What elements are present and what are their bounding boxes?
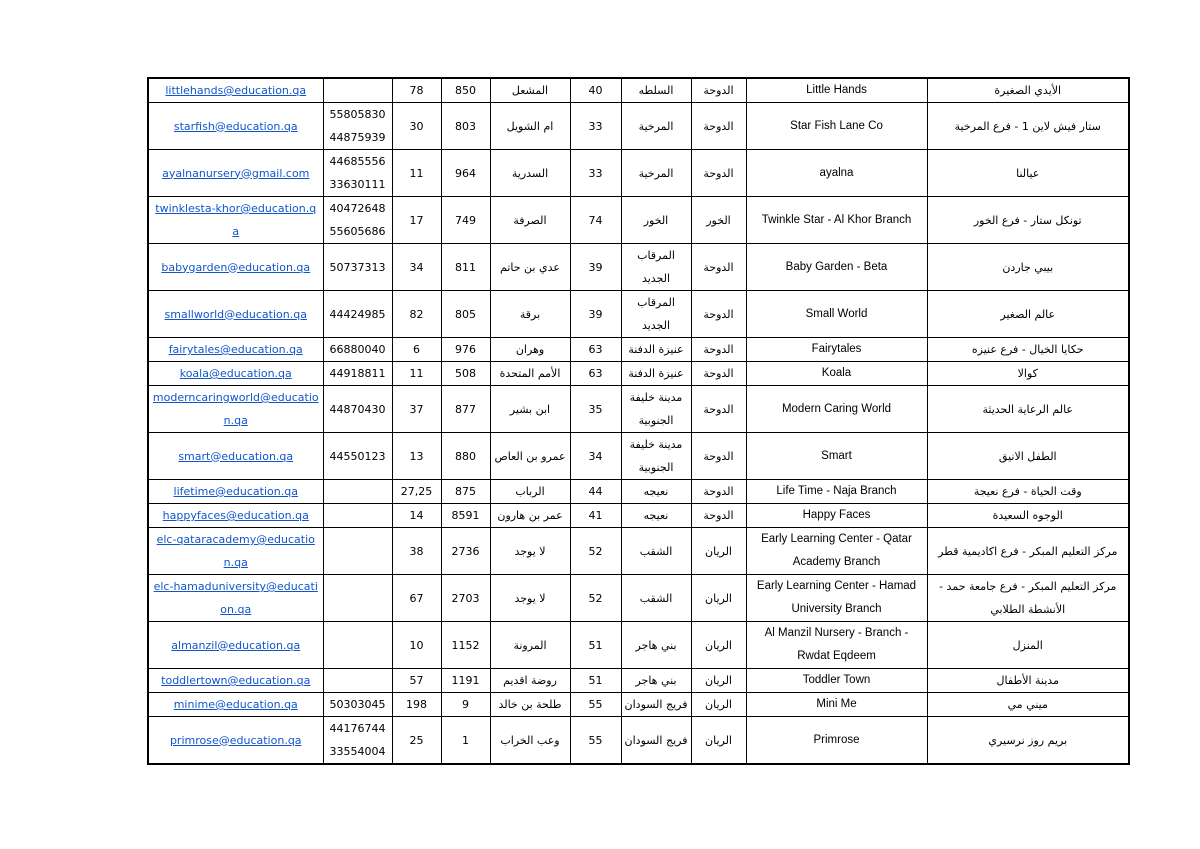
table-row bbox=[148, 338, 1129, 362]
area-cell: الشقب bbox=[621, 528, 691, 575]
city-cell: الدوحة bbox=[691, 150, 746, 197]
name-arabic-cell: عالم الصغير bbox=[927, 291, 1129, 338]
street-number-cell: 1191 bbox=[441, 669, 490, 693]
city-cell: الخور bbox=[691, 197, 746, 244]
street-name-cell: عدي بن حاتم bbox=[490, 244, 570, 291]
street-number-cell: 976 bbox=[441, 338, 490, 362]
phone-number: 33630111 bbox=[329, 178, 386, 191]
phone-number: 44870430 bbox=[329, 402, 386, 416]
phone-number: 44918811 bbox=[329, 367, 386, 380]
table-row bbox=[148, 244, 1129, 291]
phone-cell bbox=[323, 480, 392, 504]
name-english-cell: Koala bbox=[746, 362, 927, 386]
name-arabic-cell: حكايا الخيال - فرع عنيزه bbox=[927, 338, 1129, 362]
name-english-cell: Star Fish Lane Co bbox=[746, 103, 927, 150]
street-name-cell: وعب الخراب bbox=[490, 717, 570, 765]
email-cell bbox=[148, 338, 323, 362]
table-row bbox=[148, 480, 1129, 504]
street-name-cell: روضة اقديم bbox=[490, 669, 570, 693]
area-cell: المرخية bbox=[621, 103, 691, 150]
email-cell bbox=[148, 575, 323, 622]
area-cell: الشقب bbox=[621, 575, 691, 622]
table-row bbox=[148, 291, 1129, 338]
street-name-cell: الأمم المتحدة bbox=[490, 362, 570, 386]
table-row bbox=[148, 622, 1129, 669]
table-row bbox=[148, 150, 1129, 197]
area-cell: الخور bbox=[621, 197, 691, 244]
building-number-cell: 30 bbox=[392, 103, 441, 150]
phone-number: 40472648 bbox=[329, 202, 386, 215]
city-cell: الدوحة bbox=[691, 504, 746, 528]
email-cell bbox=[148, 291, 323, 338]
email-cell bbox=[148, 433, 323, 480]
building-number-cell: 25 bbox=[392, 717, 441, 765]
table-row bbox=[148, 103, 1129, 150]
area-cell: المرخية bbox=[621, 150, 691, 197]
area-cell: المرقاب الجديد bbox=[621, 291, 691, 338]
phone-number: 50737313 bbox=[329, 260, 386, 274]
name-arabic-cell: ستار فيش لاين 1 - فرع المرخية bbox=[927, 103, 1129, 150]
email-link[interactable]: toddlertown@education.qa bbox=[161, 674, 311, 687]
phone-cell bbox=[323, 717, 392, 765]
street-name-cell: الصرفة bbox=[490, 197, 570, 244]
email-link[interactable]: fairytales@education.qa bbox=[168, 343, 303, 356]
zone-number-cell: 55 bbox=[570, 693, 621, 717]
street-number-cell: 850 bbox=[441, 78, 490, 103]
table-row bbox=[148, 693, 1129, 717]
phone-cell bbox=[323, 103, 392, 150]
building-number-cell: 67 bbox=[392, 575, 441, 622]
city-cell: الريان bbox=[691, 575, 746, 622]
street-number-cell: 803 bbox=[441, 103, 490, 150]
street-number-cell: 749 bbox=[441, 197, 490, 244]
street-number-cell: 880 bbox=[441, 433, 490, 480]
table-row bbox=[148, 197, 1129, 244]
email-link[interactable]: littlehands@education.qa bbox=[165, 84, 307, 97]
zone-number-cell: 33 bbox=[570, 103, 621, 150]
zone-number-cell: 55 bbox=[570, 717, 621, 765]
email-cell bbox=[148, 622, 323, 669]
zone-number-cell: 35 bbox=[570, 386, 621, 433]
zone-number-cell: 39 bbox=[570, 244, 621, 291]
area-cell: مدينة خليفة الجنوبية bbox=[621, 433, 691, 480]
building-number-cell: 27,25 bbox=[392, 480, 441, 504]
city-cell: الريان bbox=[691, 717, 746, 765]
area-cell: عنيزة الدفنة bbox=[621, 362, 691, 386]
street-name-cell: السدرية bbox=[490, 150, 570, 197]
table-row bbox=[148, 386, 1129, 433]
building-number-cell: 11 bbox=[392, 150, 441, 197]
email-cell bbox=[148, 197, 323, 244]
street-number-cell: 1 bbox=[441, 717, 490, 765]
zone-number-cell: 51 bbox=[570, 622, 621, 669]
name-arabic-cell: ميني مي bbox=[927, 693, 1129, 717]
zone-number-cell: 51 bbox=[570, 669, 621, 693]
street-name-cell: لا يوجد bbox=[490, 575, 570, 622]
phone-number: 55805830 bbox=[329, 108, 386, 121]
building-number-cell: 17 bbox=[392, 197, 441, 244]
name-arabic-cell: مركز التعليم المبكر - فرع اكاديمية قطر bbox=[927, 528, 1129, 575]
email-link[interactable]: happyfaces@education.qa bbox=[162, 509, 309, 522]
street-name-cell: المرونة bbox=[490, 622, 570, 669]
name-arabic-cell: الطفل الانيق bbox=[927, 433, 1129, 480]
name-english-cell: Life Time - Naja Branch bbox=[746, 480, 927, 504]
street-name-cell: لا يوجد bbox=[490, 528, 570, 575]
zone-number-cell: 39 bbox=[570, 291, 621, 338]
street-name-cell: برقة bbox=[490, 291, 570, 338]
email-link[interactable]: smallworld@education.qa bbox=[164, 307, 307, 321]
zone-number-cell: 44 bbox=[570, 480, 621, 504]
email-cell bbox=[148, 693, 323, 717]
street-number-cell: 8591 bbox=[441, 504, 490, 528]
street-name-cell: طلحة بن خالد bbox=[490, 693, 570, 717]
phone-cell bbox=[323, 338, 392, 362]
name-arabic-cell: عالم الرعاية الحديثة bbox=[927, 386, 1129, 433]
email-cell bbox=[148, 78, 323, 103]
name-english-cell: Smart bbox=[746, 433, 927, 480]
name-english-cell: Fairytales bbox=[746, 338, 927, 362]
name-english-cell: Primrose bbox=[746, 717, 927, 765]
phone-number: 55605686 bbox=[329, 225, 386, 238]
street-name-cell: المشعل bbox=[490, 78, 570, 103]
phone-number: 44875939 bbox=[329, 131, 386, 144]
street-name-cell: عمر بن هارون bbox=[490, 504, 570, 528]
name-english-cell: Small World bbox=[746, 291, 927, 338]
name-arabic-cell: مركز التعليم المبكر - فرع جامعة حمد - الأنشطة الطلابي bbox=[927, 575, 1129, 622]
city-cell: الدوحة bbox=[691, 338, 746, 362]
email-link[interactable]: elc-hamaduniversity@education.qa bbox=[153, 580, 318, 616]
city-cell: الريان bbox=[691, 528, 746, 575]
name-arabic-cell: وقت الحياة - فرع نعيجة bbox=[927, 480, 1129, 504]
city-cell: الريان bbox=[691, 669, 746, 693]
street-number-cell: 805 bbox=[441, 291, 490, 338]
phone-cell bbox=[323, 386, 392, 433]
email-link[interactable]: twinklesta-khor@education.qa bbox=[155, 202, 317, 238]
city-cell: الدوحة bbox=[691, 433, 746, 480]
name-arabic-cell: الأيدي الصغيرة bbox=[927, 78, 1129, 103]
city-cell: الدوحة bbox=[691, 362, 746, 386]
phone-number: 44424985 bbox=[329, 307, 386, 321]
phone-cell bbox=[323, 78, 392, 103]
area-cell: بني هاجر bbox=[621, 622, 691, 669]
phone-cell bbox=[323, 433, 392, 480]
table-row bbox=[148, 362, 1129, 386]
name-arabic-cell: تونكل ستار - فرع الخور bbox=[927, 197, 1129, 244]
email-link[interactable]: smart@education.qa bbox=[178, 449, 294, 463]
name-english-cell: Little Hands bbox=[746, 78, 927, 103]
name-english-cell: Modern Caring World bbox=[746, 386, 927, 433]
email-cell bbox=[148, 504, 323, 528]
phone-cell bbox=[323, 504, 392, 528]
city-cell: الدوحة bbox=[691, 244, 746, 291]
building-number-cell: 10 bbox=[392, 622, 441, 669]
phone-number: 44685556 bbox=[329, 155, 386, 168]
email-link[interactable]: babygarden@education.qa bbox=[161, 260, 311, 274]
email-cell bbox=[148, 386, 323, 433]
name-english-cell: Toddler Town bbox=[746, 669, 927, 693]
building-number-cell: 82 bbox=[392, 291, 441, 338]
area-cell: فريج السودان bbox=[621, 693, 691, 717]
name-arabic-cell: المنزل bbox=[927, 622, 1129, 669]
nursery-table bbox=[147, 77, 1130, 765]
building-number-cell: 11 bbox=[392, 362, 441, 386]
area-cell: المرقاب الجديد bbox=[621, 244, 691, 291]
building-number-cell: 13 bbox=[392, 433, 441, 480]
email-link[interactable]: ayalnanursery@gmail.com bbox=[162, 166, 310, 180]
zone-number-cell: 40 bbox=[570, 78, 621, 103]
email-cell bbox=[148, 528, 323, 575]
table-row bbox=[148, 669, 1129, 693]
zone-number-cell: 63 bbox=[570, 338, 621, 362]
city-cell: الريان bbox=[691, 622, 746, 669]
name-english-cell: Mini Me bbox=[746, 693, 927, 717]
email-link[interactable]: starfish@education.qa bbox=[173, 119, 298, 133]
phone-cell bbox=[323, 244, 392, 291]
zone-number-cell: 34 bbox=[570, 433, 621, 480]
name-arabic-cell: بيبي جاردن bbox=[927, 244, 1129, 291]
table-row bbox=[148, 528, 1129, 575]
building-number-cell: 57 bbox=[392, 669, 441, 693]
building-number-cell: 38 bbox=[392, 528, 441, 575]
email-cell bbox=[148, 244, 323, 291]
city-cell: الدوحة bbox=[691, 291, 746, 338]
city-cell: الدوحة bbox=[691, 78, 746, 103]
area-cell: نعيجه bbox=[621, 480, 691, 504]
building-number-cell: 78 bbox=[392, 78, 441, 103]
name-english-cell: Baby Garden - Beta bbox=[746, 244, 927, 291]
email-link[interactable]: moderncaringworld@education.qa bbox=[152, 391, 319, 427]
zone-number-cell: 52 bbox=[570, 575, 621, 622]
street-name-cell: وهران bbox=[490, 338, 570, 362]
street-number-cell: 875 bbox=[441, 480, 490, 504]
area-cell: السلطه bbox=[621, 78, 691, 103]
name-arabic-cell: كوالا bbox=[927, 362, 1129, 386]
table-row bbox=[148, 433, 1129, 480]
street-name-cell: الرباب bbox=[490, 480, 570, 504]
name-arabic-cell: مدينة الأطفال bbox=[927, 669, 1129, 693]
email-cell bbox=[148, 103, 323, 150]
phone-number: 44176744 bbox=[329, 722, 386, 735]
table-row bbox=[148, 575, 1129, 622]
street-number-cell: 811 bbox=[441, 244, 490, 291]
street-number-cell: 2736 bbox=[441, 528, 490, 575]
phone-cell bbox=[323, 150, 392, 197]
table-row bbox=[148, 504, 1129, 528]
name-english-cell: Twinkle Star - Al Khor Branch bbox=[746, 197, 927, 244]
city-cell: الريان bbox=[691, 693, 746, 717]
table-row bbox=[148, 717, 1129, 765]
phone-number: 66880040 bbox=[329, 343, 386, 356]
name-arabic-cell: الوجوه السعيدة bbox=[927, 504, 1129, 528]
phone-cell bbox=[323, 669, 392, 693]
name-arabic-cell: عيالنا bbox=[927, 150, 1129, 197]
email-link[interactable]: minime@education.qa bbox=[173, 698, 298, 711]
phone-cell bbox=[323, 693, 392, 717]
phone-number: 44550123 bbox=[329, 449, 386, 463]
zone-number-cell: 52 bbox=[570, 528, 621, 575]
building-number-cell: 37 bbox=[392, 386, 441, 433]
street-number-cell: 877 bbox=[441, 386, 490, 433]
area-cell: عنيزة الدفنة bbox=[621, 338, 691, 362]
email-cell bbox=[148, 150, 323, 197]
name-english-cell: Al Manzil Nursery - Branch - Rwdat Eqdeem bbox=[746, 622, 927, 669]
zone-number-cell: 74 bbox=[570, 197, 621, 244]
nursery-table-body bbox=[148, 78, 1129, 764]
zone-number-cell: 63 bbox=[570, 362, 621, 386]
street-name-cell: ام الشويل bbox=[490, 103, 570, 150]
building-number-cell: 6 bbox=[392, 338, 441, 362]
zone-number-cell: 41 bbox=[570, 504, 621, 528]
phone-cell bbox=[323, 575, 392, 622]
email-link[interactable]: almanzil@education.qa bbox=[171, 638, 301, 652]
street-number-cell: 1152 bbox=[441, 622, 490, 669]
area-cell: مدينة خليفة الجنوبية bbox=[621, 386, 691, 433]
email-cell bbox=[148, 362, 323, 386]
city-cell: الدوحة bbox=[691, 103, 746, 150]
phone-number: 33554004 bbox=[329, 745, 386, 758]
phone-cell bbox=[323, 622, 392, 669]
table-row bbox=[148, 78, 1129, 103]
street-number-cell: 508 bbox=[441, 362, 490, 386]
email-cell bbox=[148, 480, 323, 504]
street-number-cell: 964 bbox=[441, 150, 490, 197]
street-name-cell: عمرو بن العاص bbox=[490, 433, 570, 480]
area-cell: بني هاجر bbox=[621, 669, 691, 693]
zone-number-cell: 33 bbox=[570, 150, 621, 197]
name-arabic-cell: بريم روز نرسيري bbox=[927, 717, 1129, 765]
email-link[interactable]: koala@education.qa bbox=[179, 367, 292, 380]
email-link[interactable]: lifetime@education.qa bbox=[173, 485, 298, 498]
street-number-cell: 9 bbox=[441, 693, 490, 717]
phone-cell bbox=[323, 362, 392, 386]
email-cell bbox=[148, 669, 323, 693]
name-english-cell: Happy Faces bbox=[746, 504, 927, 528]
email-cell bbox=[148, 717, 323, 765]
street-name-cell: ابن بشير bbox=[490, 386, 570, 433]
area-cell: فريج السودان bbox=[621, 717, 691, 765]
city-cell: الدوحة bbox=[691, 480, 746, 504]
building-number-cell: 198 bbox=[392, 693, 441, 717]
name-english-cell: Early Learning Center - Hamad University Branch bbox=[746, 575, 927, 622]
phone-cell bbox=[323, 197, 392, 244]
city-cell: الدوحة bbox=[691, 386, 746, 433]
area-cell: نعيجه bbox=[621, 504, 691, 528]
phone-cell bbox=[323, 528, 392, 575]
name-english-cell: ayalna bbox=[746, 150, 927, 197]
phone-cell bbox=[323, 291, 392, 338]
email-link[interactable]: primrose@education.qa bbox=[169, 733, 302, 747]
building-number-cell: 34 bbox=[392, 244, 441, 291]
building-number-cell: 14 bbox=[392, 504, 441, 528]
phone-number: 50303045 bbox=[329, 698, 386, 711]
name-english-cell: Early Learning Center - Qatar Academy Branch bbox=[746, 528, 927, 575]
email-link[interactable]: elc-qataracademy@education.qa bbox=[156, 533, 315, 569]
street-number-cell: 2703 bbox=[441, 575, 490, 622]
